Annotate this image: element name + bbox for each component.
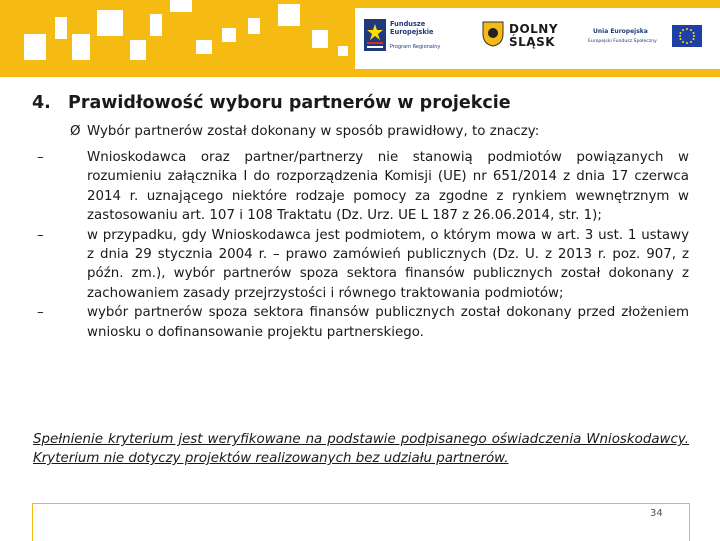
list-item-text: Wnioskodawca oraz partner/partnerzy nie stanowią podmiotów powiązanych w rozumieniu załącznika I do rozporządzenia Komisji (UE) nr 651/2014 z dnia 17 czerwca 2014 r. uznającego niektóre rodzaje pomocy za zgodne z rynkiem wewnętrznym w zastosowaniu art. 107 i 108 Traktatu (Dz. Urz. UE L 187 z 26.06.2014, str. 1); (87, 150, 689, 224)
decorative-square (170, 0, 192, 12)
page-number: 34 (650, 508, 663, 519)
eu-flag-icon (672, 25, 702, 47)
ds-logo-line2: ŚLĄSK (509, 35, 556, 49)
fe-logo-sub: Program Regionalny (390, 44, 441, 50)
decorative-square (338, 46, 348, 56)
decorative-square (130, 40, 146, 60)
list-item (37, 303, 689, 342)
dash-bullet: – (37, 227, 44, 243)
decorative-square (312, 30, 328, 48)
decorative-square (278, 4, 300, 26)
ue-sub: Europejski Fundusz Społeczny (588, 39, 657, 44)
decorative-square (222, 28, 236, 42)
lead-text: Wybór partnerów został dokonany w sposób prawidłowy, to znaczy: (87, 124, 540, 139)
ds-logo-line1: DOLNY (509, 22, 559, 36)
fundusze-europejskie-logo-icon (364, 19, 386, 51)
dash-bullet: – (37, 305, 44, 321)
slide-title (32, 93, 511, 113)
title-text: Prawidłowość wyboru partnerów w projekcie (68, 93, 511, 113)
criteria-list (37, 148, 689, 342)
dash-bullet: – (37, 150, 44, 165)
footer-frame (32, 503, 690, 541)
lead-paragraph (70, 124, 539, 139)
arrow-bullet-icon: Ø (70, 124, 81, 139)
decorative-square (97, 10, 123, 36)
header-band (0, 0, 720, 77)
list-item-text: w przypadku, gdy Wnioskodawca jest podmiotem, o którym mowa w art. 3 ust. 1 ustawy z dnia 29 stycznia 2004 r. – prawo zamówień publicznych (Dz. U. z 2013 r. poz. 907, z późn. zm.), wybór partnerów spoza sektora finansów publicznych został dokonany z zachowaniem zasady przejrzystości i równego traktowania podmiotów; (87, 227, 689, 301)
dolny-slask-crest-icon (482, 21, 504, 47)
decorative-square (55, 17, 67, 39)
criterion-note: Spełnienie kryterium jest weryfikowane na podstawie podpisanego oświadczenia Wnioskodawcy. Kryterium nie dotyczy projektów realizowanych bez udziału partnerów. (33, 432, 689, 466)
ue-label: Unia Europejska (593, 28, 648, 35)
decorative-square (248, 18, 260, 34)
list-item-text: wybór partnerów spoza sektora finansów publicznych został dokonany przed złożeniem wniosku o dofinansowanie projektu partnerskiego. (87, 305, 689, 340)
section-number: 4. (32, 93, 51, 113)
decorative-square (24, 34, 46, 60)
decorative-square (150, 14, 162, 36)
fe-logo-line1: Fundusze (390, 20, 426, 28)
fe-logo-text (390, 20, 433, 36)
decorative-square (72, 34, 90, 60)
ds-logo-text (509, 23, 558, 49)
fe-logo-line2: Europejskie (390, 28, 434, 37)
list-item (37, 226, 689, 304)
list-item (37, 148, 689, 226)
decorative-square (196, 40, 212, 54)
